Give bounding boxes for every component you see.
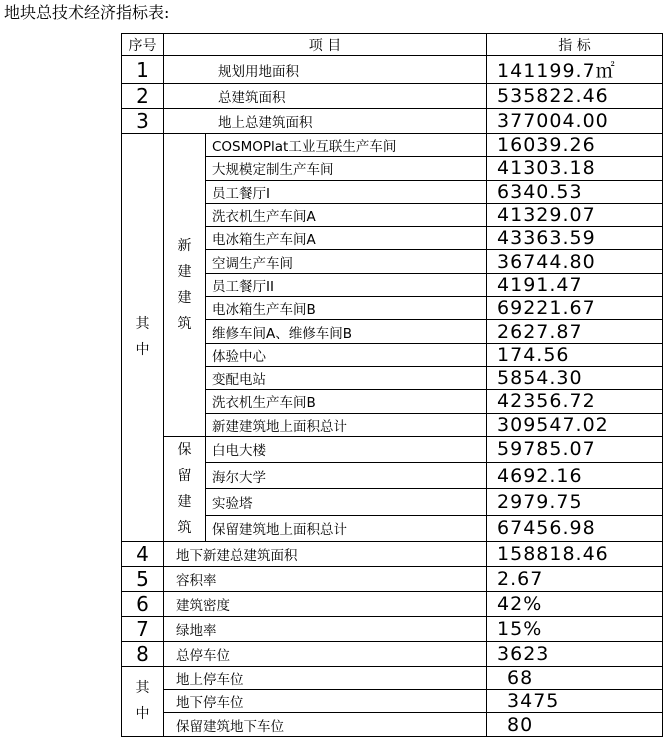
row-item: 维修车间A、维修车间B xyxy=(206,320,487,343)
group-label-new-building xyxy=(164,134,206,437)
row-number: 5 xyxy=(122,566,164,591)
row-value: 377004.00 xyxy=(487,109,663,134)
row-value: 309547.02 xyxy=(487,413,663,436)
row-item: 地下停车位 xyxy=(164,690,487,713)
group-label-qizhong-char: 中 xyxy=(135,342,150,359)
group-label-parking xyxy=(122,666,164,736)
header-row xyxy=(122,34,663,56)
table-row xyxy=(122,666,663,689)
group-label-kept-building-char: 留 xyxy=(177,467,192,484)
row-value: 5854.30 xyxy=(487,366,663,389)
row-value: 42356.72 xyxy=(487,390,663,413)
row-item: 规划用地面积 xyxy=(164,56,487,84)
header-seq: 序号 xyxy=(122,34,164,56)
row-number: 2 xyxy=(122,84,164,109)
row-item: 变配电站 xyxy=(206,366,487,389)
row-item: 总建筑面积 xyxy=(164,84,487,109)
row-value: 2627.87 xyxy=(487,320,663,343)
row-value: 3623 xyxy=(487,641,663,666)
table-row xyxy=(122,641,663,666)
row-number: 8 xyxy=(122,641,164,666)
table-title: 地块总技术经济指标表: xyxy=(4,3,170,22)
row-value: 67456.98 xyxy=(487,515,663,541)
row-item: 员工餐厅II xyxy=(206,273,487,296)
row-value: 174.56 xyxy=(487,343,663,366)
group-label-qizhong xyxy=(122,134,164,542)
group-label-parking-char: 中 xyxy=(135,706,150,723)
row-item: 白电大楼 xyxy=(206,436,487,462)
row-item: 电冰箱生产车间A xyxy=(206,227,487,250)
row-item: 实验塔 xyxy=(206,489,487,515)
table-row xyxy=(122,109,663,134)
row-item: 地上停车位 xyxy=(164,666,487,689)
row-value: 43363.59 xyxy=(487,227,663,250)
row-item: 地上总建筑面积 xyxy=(164,109,487,134)
group-label-kept-building-char: 建 xyxy=(177,493,192,510)
row-value: 4692.16 xyxy=(487,463,663,489)
row-value: 16039.26 xyxy=(487,134,663,157)
row-value: 69221.67 xyxy=(487,297,663,320)
row-value: 2.67 xyxy=(487,566,663,591)
row-item: 地下新建总建筑面积 xyxy=(164,541,487,566)
row-item: 保留建筑地上面积总计 xyxy=(206,515,487,541)
group-label-kept-building-char: 保 xyxy=(177,441,192,458)
row-value: 42% xyxy=(487,591,663,616)
row-value: 15% xyxy=(487,616,663,641)
row-item: 洗衣机生产车间A xyxy=(206,203,487,226)
row-value: 41303.18 xyxy=(487,157,663,180)
row-value: 80 xyxy=(487,713,663,736)
group-label-parking-char: 其 xyxy=(135,680,150,697)
row-number: 1 xyxy=(122,56,164,84)
group-label-new-building-char: 筑 xyxy=(177,315,192,332)
table-row xyxy=(122,436,663,462)
row-item: 大规模定制生产车间 xyxy=(206,157,487,180)
row-number: 6 xyxy=(122,591,164,616)
header-indicator: 指 标 xyxy=(487,34,663,56)
table-row xyxy=(122,566,663,591)
row-value: 158818.46 xyxy=(487,541,663,566)
row-value: 535822.46 xyxy=(487,84,663,109)
indicator-table xyxy=(121,33,663,737)
group-label-new-building-char: 建 xyxy=(177,289,192,306)
row-item: 新建建筑地上面积总计 xyxy=(206,413,487,436)
row-item: 空调生产车间 xyxy=(206,250,487,273)
row-item: 绿地率 xyxy=(164,616,487,641)
table-row xyxy=(122,591,663,616)
table-row xyxy=(122,134,663,157)
table-row xyxy=(122,690,663,713)
row-value: 41329.07 xyxy=(487,203,663,226)
row-item: 建筑密度 xyxy=(164,591,487,616)
row-number: 4 xyxy=(122,541,164,566)
row-item: COSMOPlat工业互联生产车间 xyxy=(206,134,487,157)
row-item: 体验中心 xyxy=(206,343,487,366)
row-value: 2979.75 xyxy=(487,489,663,515)
table-row xyxy=(122,56,663,84)
table-row xyxy=(122,541,663,566)
row-item: 海尔大学 xyxy=(206,463,487,489)
row-value: 141199.7㎡ xyxy=(487,56,663,84)
group-label-new-building-char: 新 xyxy=(177,237,192,254)
row-item: 洗衣机生产车间B xyxy=(206,390,487,413)
row-item: 容积率 xyxy=(164,566,487,591)
header-item: 项 目 xyxy=(164,34,487,56)
row-value: 6340.53 xyxy=(487,180,663,203)
row-item: 员工餐厅I xyxy=(206,180,487,203)
row-value: 4191.47 xyxy=(487,273,663,296)
group-label-new-building-char: 建 xyxy=(177,263,192,280)
row-value: 68 xyxy=(487,666,663,689)
table-row xyxy=(122,713,663,736)
row-value: 59785.07 xyxy=(487,436,663,462)
group-label-qizhong-char: 其 xyxy=(135,316,150,333)
row-value: 3475 xyxy=(487,690,663,713)
row-number: 3 xyxy=(122,109,164,134)
group-label-kept-building-char: 筑 xyxy=(177,519,192,536)
row-item: 电冰箱生产车间B xyxy=(206,297,487,320)
row-item: 保留建筑地下车位 xyxy=(164,713,487,736)
group-label-kept-building xyxy=(164,436,206,541)
row-number: 7 xyxy=(122,616,164,641)
table-row xyxy=(122,84,663,109)
row-value: 36744.80 xyxy=(487,250,663,273)
row-item: 总停车位 xyxy=(164,641,487,666)
table-row xyxy=(122,616,663,641)
